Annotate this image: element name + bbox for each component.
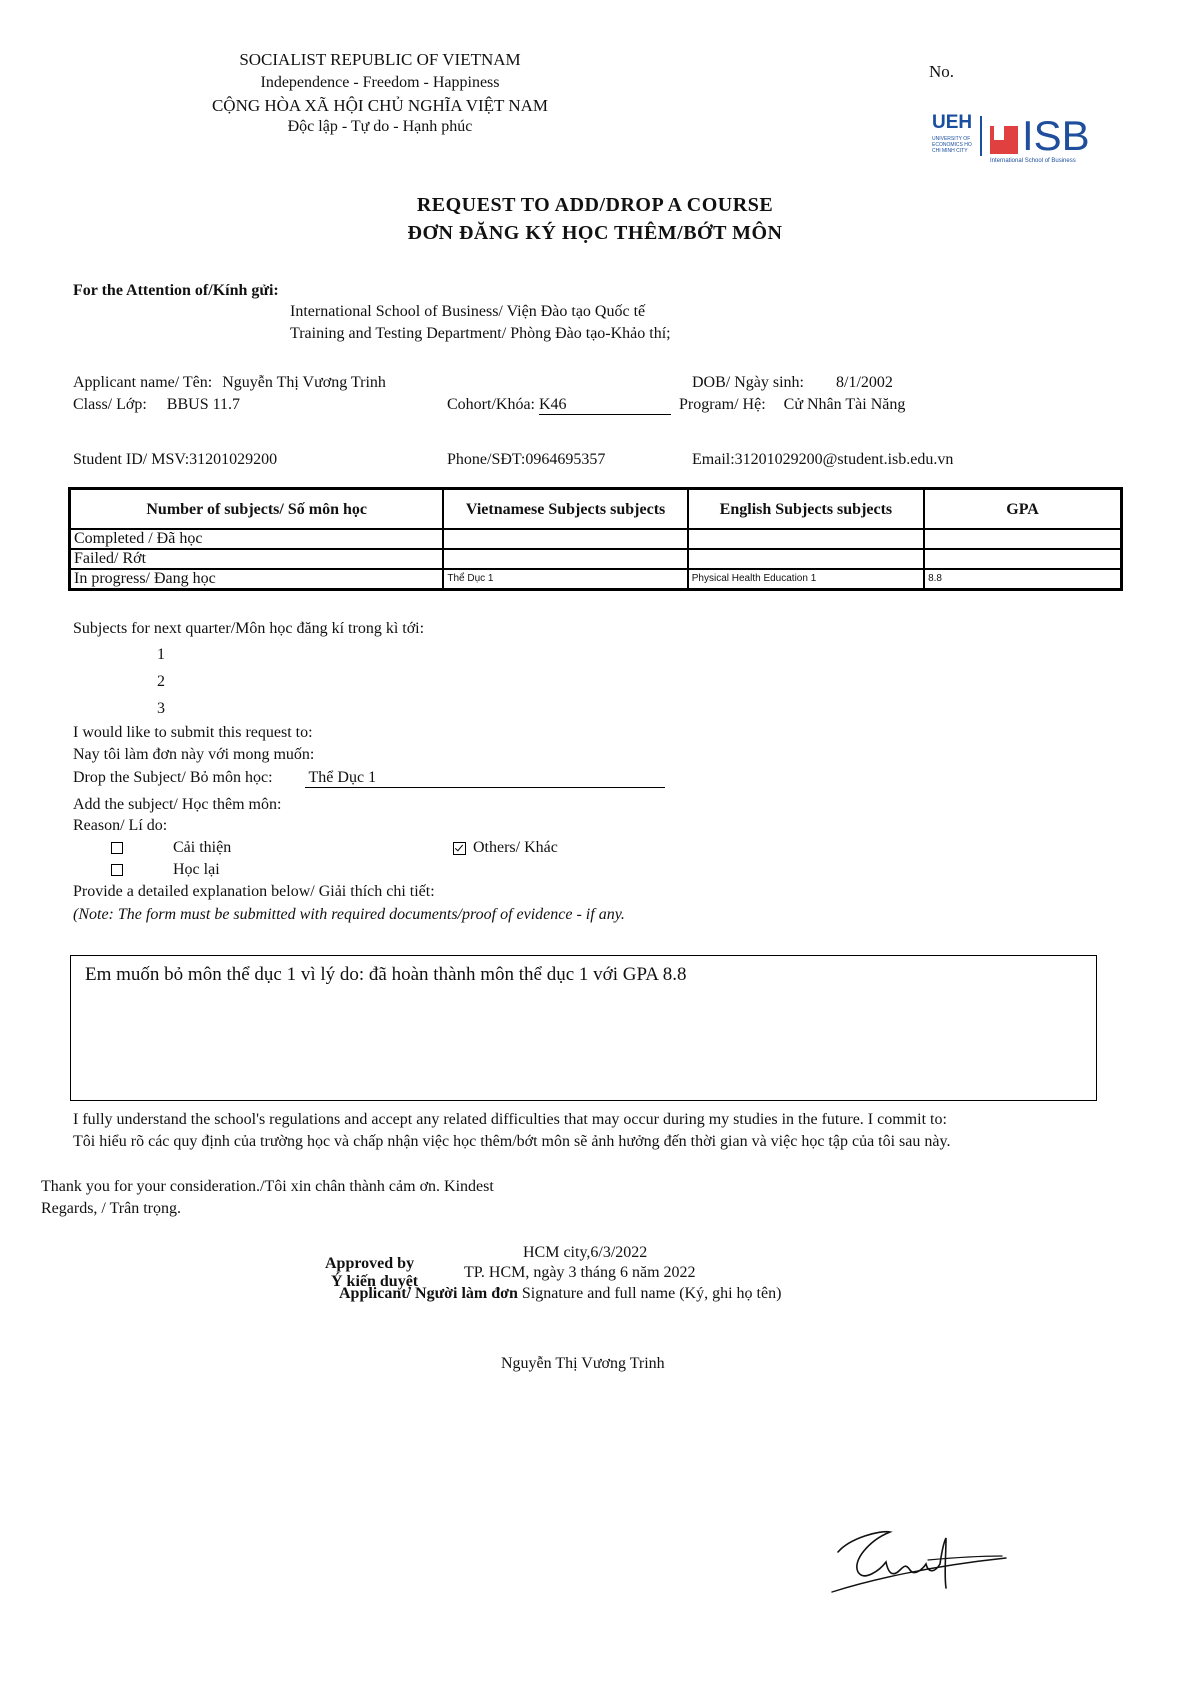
isb-logo-cutout: [994, 126, 1004, 140]
drop-subject-row: [73, 769, 665, 788]
explanation-text: Em muốn bỏ môn thể dục 1 vì lý do: đã hoàn thành môn thể dục 1 với GPA 8.8: [85, 964, 687, 985]
col-gpa: GPA: [924, 489, 1121, 530]
sign-note: Signature and full name (Ký, ghi họ tên): [517, 1285, 782, 1302]
next-quarter-label: Subjects for next quarter/Môn học đăng kí trong kì tới:: [73, 620, 425, 637]
document-number-label: No.: [929, 62, 955, 81]
checked-checkbox-icon[interactable]: [453, 842, 466, 855]
program-row: [679, 396, 905, 414]
reason-improve-label: Cải thiện: [173, 839, 232, 856]
city-date: HCM city,6/3/2022: [523, 1244, 648, 1261]
closing-line-1: Thank you for your consideration./Tôi xin chân thành cảm ơn. Kindest: [41, 1178, 494, 1195]
reason-others-label: Others/ Khác: [473, 839, 558, 856]
approved-by-vi: Ý kiến duyệt: [331, 1273, 419, 1290]
ueh-logo-text: UEH: [932, 112, 973, 133]
col-vietnamese-subjects: Vietnamese Subjects subjects: [443, 489, 687, 530]
reason-others[interactable]: [453, 839, 558, 857]
date-vi: TP. HCM, ngày 3 tháng 6 năm 2022: [464, 1264, 696, 1281]
form-title-en: REQUEST TO ADD/DROP A COURSE: [416, 194, 774, 216]
table-row: [70, 549, 1122, 569]
table-row: [70, 529, 1122, 549]
add-subject-label: Add the subject/ Học thêm môn:: [73, 796, 282, 813]
submit-request-en: I would like to submit this request to:: [73, 724, 313, 741]
motto-en: Independence - Freedom - Happiness: [260, 74, 500, 91]
email: Email:31201029200@student.isb.edu.vn: [692, 451, 954, 468]
class-row: [73, 396, 240, 414]
cohort-label: Cohort/Khóa:: [447, 396, 535, 413]
row-gpa: [924, 549, 1121, 569]
attention-label: For the Attention of/Kính gửi:: [73, 282, 279, 299]
table-row: [70, 569, 1122, 590]
drop-subject-value: Thể Dục 1: [305, 769, 665, 788]
applicant-name-label: Applicant name/ Tên:: [73, 374, 213, 391]
commitment-vi: Tôi hiểu rõ các quy định của trường học và chấp nhận việc học thêm/bớt môn sẽ ảnh hưởng đến thời gian và việc học tập của tôi sau này.: [73, 1133, 951, 1150]
explanation-box[interactable]: [70, 955, 1097, 1101]
closing-line-2: Regards, / Trân trọng.: [41, 1200, 181, 1217]
applicant-full-name: Nguyễn Thị Vương Trinh: [501, 1355, 665, 1372]
dob-row: [692, 374, 893, 392]
handwritten-signature: [830, 1520, 1010, 1600]
row-en-subject: [688, 549, 924, 569]
class-label: Class/ Lớp:: [73, 396, 147, 413]
cohort-row: [447, 396, 671, 415]
form-title-vi: ĐƠN ĐĂNG KÝ HỌC THÊM/BỚT MÔN: [407, 222, 783, 244]
isb-logo-subtitle: International School of Business: [990, 158, 1076, 164]
attention-line-2: Training and Testing Department/ Phòng Đào tạo-Khảo thí;: [290, 325, 671, 342]
row-label: Failed/ Rớt: [70, 549, 444, 569]
approved-by-en: Approved by: [325, 1255, 415, 1272]
drop-subject-label: Drop the Subject/ Bỏ môn học:: [73, 769, 273, 786]
student-id: Student ID/ MSV:31201029200: [73, 451, 278, 468]
logo-divider: [980, 116, 982, 156]
program-label: Program/ Hệ:: [679, 396, 766, 413]
row-gpa: 8.8: [924, 569, 1121, 590]
submit-request-vi: Nay tôi làm đơn này với mong muốn:: [73, 746, 315, 763]
applicant-name-row: [73, 374, 386, 392]
row-vi-subject: [443, 529, 687, 549]
next-quarter-item-2: 2: [157, 673, 165, 690]
motto-vi: Độc lập - Tự do - Hạnh phúc: [287, 118, 473, 135]
reason-label: Reason/ Lí do:: [73, 817, 168, 834]
program-value: Cử Nhân Tài Năng: [783, 396, 906, 413]
row-label: In progress/ Đang học: [70, 569, 444, 590]
subjects-table: [68, 487, 1123, 591]
commitment-en: I fully understand the school's regulations and accept any related difficulties that may occur during my studies in the future. I commit to:: [73, 1111, 947, 1128]
row-en-subject: Physical Health Education 1: [688, 569, 924, 590]
applicant-name-value: Nguyễn Thị Vương Trinh: [222, 374, 386, 391]
row-vi-subject: [443, 549, 687, 569]
next-quarter-item-3: 3: [157, 700, 165, 717]
phone: Phone/SĐT:0964695357: [447, 451, 606, 468]
class-value: BBUS 11.7: [166, 396, 240, 413]
ueh-logo-subtitle: UNIVERSITY OF ECONOMICS HO CHI MINH CITY: [932, 136, 972, 154]
col-number-of-subjects: Number of subjects/ Số môn học: [70, 489, 444, 530]
row-vi-subject: Thể Dục 1: [443, 569, 687, 590]
next-quarter-item-1: 1: [157, 646, 165, 663]
school-logo: [932, 112, 1102, 172]
applicant-sign-row: [339, 1285, 781, 1303]
dob-value: 8/1/2002: [836, 374, 893, 391]
col-english-subjects: English Subjects subjects: [688, 489, 924, 530]
row-en-subject: [688, 529, 924, 549]
country-vi: CỘNG HÒA XÃ HỘI CHỦ NGHĨA VIỆT NAM: [211, 96, 549, 115]
checkbox-icon[interactable]: [111, 842, 123, 854]
row-label: Completed / Đã học: [70, 529, 444, 549]
cohort-value: K46: [539, 396, 671, 415]
country-en: SOCIALIST REPUBLIC OF VIETNAM: [239, 50, 521, 69]
form-note: (Note: The form must be submitted with required documents/proof of evidence - if any.: [73, 906, 625, 923]
applicant-sign-label: Applicant/ Người làm đơn: [339, 1285, 518, 1302]
dob-label: DOB/ Ngày sinh:: [692, 374, 804, 391]
reason-improve[interactable]: [111, 839, 231, 857]
row-gpa: [924, 529, 1121, 549]
checkbox-icon[interactable]: [111, 864, 123, 876]
reason-retake-label: Học lại: [173, 861, 220, 878]
reason-retake[interactable]: [111, 861, 220, 879]
table-header-row: [70, 489, 1122, 530]
explanation-label: Provide a detailed explanation below/ Giải thích chi tiết:: [73, 883, 435, 900]
attention-line-1: International School of Business/ Viện Đào tạo Quốc tế: [290, 303, 646, 320]
isb-logo-text: ISB: [1022, 112, 1090, 159]
